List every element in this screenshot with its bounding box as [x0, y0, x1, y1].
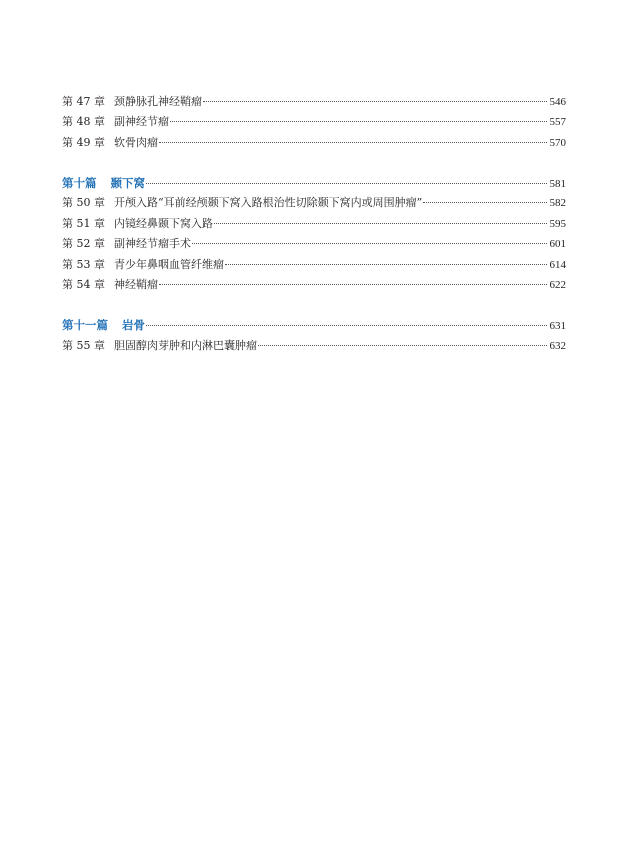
chapter-number: 第 49 章 — [62, 136, 105, 149]
dot-leader — [170, 121, 547, 122]
chapter-number: 第 50 章 — [62, 196, 105, 209]
chapter-title: 内镜经鼻颞下窝入路 — [114, 217, 213, 230]
dot-leader — [214, 223, 547, 224]
chapter-title: 副神经节瘤 — [114, 115, 169, 128]
dot-leader — [159, 142, 547, 143]
dot-leader — [159, 284, 547, 285]
part-title: 颞下窝 — [110, 176, 145, 190]
chapter-title: 神经鞘瘤 — [114, 278, 158, 291]
page-number: 601 — [549, 238, 566, 250]
dot-leader — [146, 183, 547, 184]
chapter-number: 第 47 章 — [62, 95, 105, 108]
dot-leader — [258, 345, 547, 346]
part-number: 第十一篇 — [62, 318, 108, 332]
toc-entry-ch54[interactable] — [62, 277, 566, 293]
page-number: 557 — [549, 116, 566, 128]
toc-entry-ch48[interactable] — [62, 114, 566, 130]
page-number: 614 — [549, 259, 566, 271]
page-number: 595 — [549, 218, 566, 230]
page-number: 622 — [549, 279, 566, 291]
dot-leader — [146, 325, 547, 326]
chapter-number: 第 55 章 — [62, 339, 105, 352]
page-number: 546 — [549, 96, 566, 108]
toc-entry-ch53[interactable] — [62, 257, 566, 273]
toc-entry-ch49[interactable] — [62, 135, 566, 151]
chapter-number: 第 54 章 — [62, 278, 105, 291]
dot-leader — [423, 202, 546, 203]
page-number: 632 — [549, 340, 566, 352]
part-title: 岩骨 — [122, 318, 145, 332]
chapter-title: 副神经节瘤手术 — [114, 237, 191, 250]
chapter-number: 第 53 章 — [62, 258, 105, 271]
dot-leader — [225, 264, 547, 265]
toc-entry-ch52[interactable] — [62, 236, 566, 252]
chapter-title: 颈静脉孔神经鞘瘤 — [114, 95, 202, 108]
toc-entry-ch51[interactable] — [62, 216, 566, 232]
page-number: 581 — [549, 178, 566, 190]
toc-part-11[interactable] — [62, 317, 566, 333]
page-number: 582 — [549, 197, 566, 209]
dot-leader — [203, 101, 547, 102]
toc-part-10[interactable] — [62, 175, 566, 191]
chapter-number: 第 48 章 — [62, 115, 105, 128]
chapter-title: 开颅入路“耳前经颅颞下窝入路根治性切除颞下窝内或周围肿瘤” — [114, 196, 423, 209]
chapter-number: 第 52 章 — [62, 237, 105, 250]
page-number: 631 — [549, 320, 566, 332]
chapter-number: 第 51 章 — [62, 217, 105, 230]
chapter-title: 胆固醇肉芽肿和内淋巴囊肿瘤 — [114, 339, 257, 352]
toc-entry-ch55[interactable] — [62, 338, 566, 354]
chapter-title: 青少年鼻咽血管纤维瘤 — [114, 258, 224, 271]
toc-entry-ch50[interactable] — [62, 195, 566, 211]
toc-entry-ch47[interactable] — [62, 94, 566, 110]
dot-leader — [192, 243, 547, 244]
page-number: 570 — [549, 137, 566, 149]
chapter-title: 软骨肉瘤 — [114, 136, 158, 149]
part-number: 第十篇 — [62, 176, 97, 190]
